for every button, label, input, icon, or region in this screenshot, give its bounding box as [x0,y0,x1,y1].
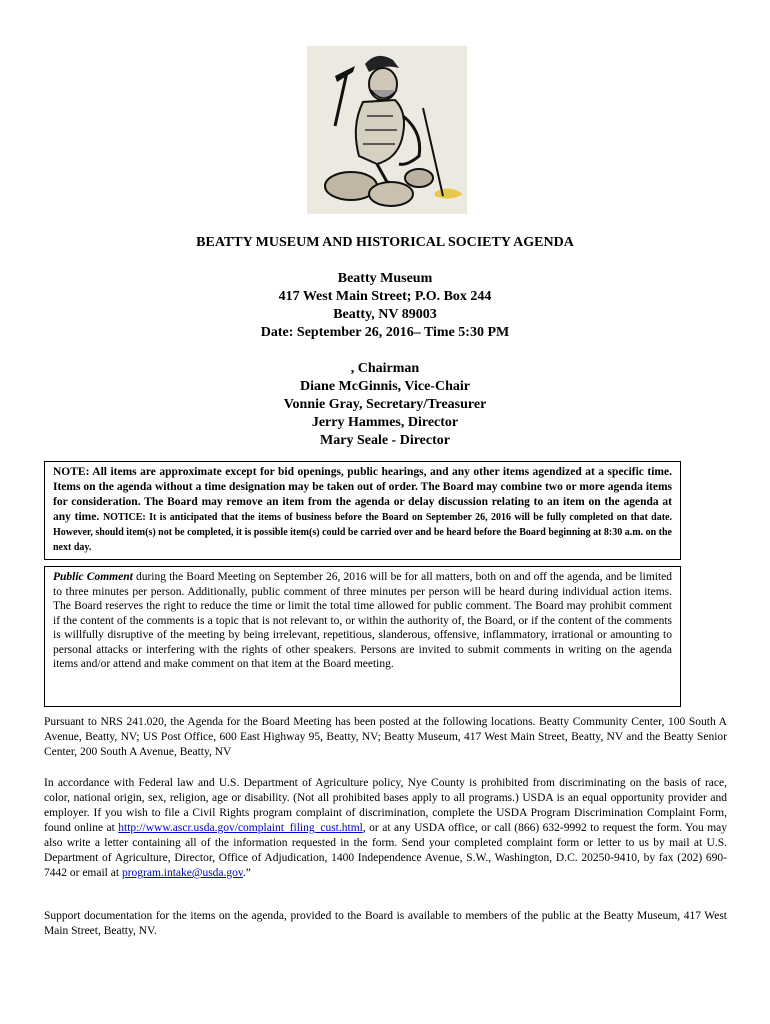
agenda-note-box [44,461,681,560]
support-documentation-paragraph [44,909,727,939]
board-member-director-2: Mary Seale - Director [320,433,450,448]
board-member-chairman: , Chairman [350,361,420,376]
usda-text-end: .” [242,867,251,879]
public-comment-box [44,566,681,707]
usda-email-link[interactable]: program.intake@usda.gov [121,867,243,879]
board-member-vice-chair: Diane McGinnis, Vice-Chair [300,379,470,394]
posting-locations-paragraph [44,715,727,760]
notice-text: NOTICE: It is anticipated that the items of business before the Board on September 26, 2016 will be fully completed on that date. However, should item(s) not be completed, it is possible item(s) could be carried over and be heard before the Board beginning at 8:30 a.m. on the next day. [53,512,672,553]
meeting-location-block [0,270,770,342]
usda-text-intro: In accordance with Federal law and U.S. Department of Agriculture policy, Nye County is prohibited from discriminating on the basis of race, color, national origin, sex, religion, age or disability. (Not all prohibited bases apply to all programs.) USDA is an equal opportunity provider and employer. If you wish to file a Civil Rights program complaint of discrimination, complete the USDA Program Discrimination Complaint Form, found online at [44,777,727,834]
board-member-director-1: Jerry Hammes, Director [311,415,459,430]
venue-name: Beatty Museum [337,271,433,286]
public-comment-label: Public Comment [53,571,133,583]
agenda-title [0,234,770,252]
usda-text-middle: , or at any USDA office, or call (866) 632-9992 to request the form. You may also write a letter containing all of the information requested in the form. Send your completed complaint form or letter to us by mail at U.S. Department of Agriculture, Director, Office of Adjudication, 1400 Independence Avenue, S.W., Washington, D.C. 20250-9410, by fax (202) 690-7442 or email at [44,822,728,879]
posting-locations-text: Pursuant to NRS 241.020, the Agenda for the Board Meeting has been posted at the following locations. Beatty Community Center, 100 South A Avenue, Beatty, NV; US Post Office, 600 East Highway 95, Beatty, NV; Beatty Museum, 417 West Main Street, Beatty, NV and the Beatty Senior Center, 200 South A Avenue, Beatty, NV [44,716,727,758]
venue-address: 417 West Main Street; P.O. Box 244 [278,289,492,304]
note-text: NOTE: All items are approximate except for bid openings, public hearings, and any other items agendized at a specific time. Items on the agenda without a time designation may be taken out of order. The Board may combine two or more agenda items for consideration. The Board may remove an item from the agenda or delay discussion relating to an item on the agenda at any time. [53,466,672,523]
board-member-secretary-treasurer: Vonnie Gray, Secretary/Treasurer [283,397,487,412]
usda-complaint-form-link[interactable]: http://www.ascr.usda.gov/complaint_filing_cust.html [118,822,363,834]
page-title: BEATTY MUSEUM AND HISTORICAL SOCIETY AGENDA [196,235,574,250]
usda-nondiscrimination-paragraph [44,776,727,881]
support-documentation-text: Support documentation for the items on the agenda, provided to the Board is available to members of the public at the Beatty Museum, 417 West Main Street, Beatty, NV. [44,910,727,937]
prospector-logo-icon [307,46,467,214]
meeting-date-time: Date: September 26, 2016– Time 5:30 PM [260,325,510,340]
board-members-list [0,360,770,450]
public-comment-text: during the Board Meeting on September 26, 2016 will be for all matters, both on and off the agenda, and be limited to three minutes per person. Additionally, public comment of three minutes per person will be heard during individual action items. The Board reserves the right to reduce the time or limit the total time allowed for public comment. The Board may prohibit comment if the content of the comments is a topic that is not relevant to, or within the authority of, the Board, or if the content of the comments is willfully disruptive of the meeting by being irrelevant, repetitious, slanderous, offensive, inflammatory, irrational or amounting to personal attacks or interfering with the rights of other speakers. Persons are invited to submit comments in writing on the agenda items and/or attend and make comment on that item at the Board meeting. [53,571,673,670]
venue-city: Beatty, NV 89003 [333,307,437,322]
